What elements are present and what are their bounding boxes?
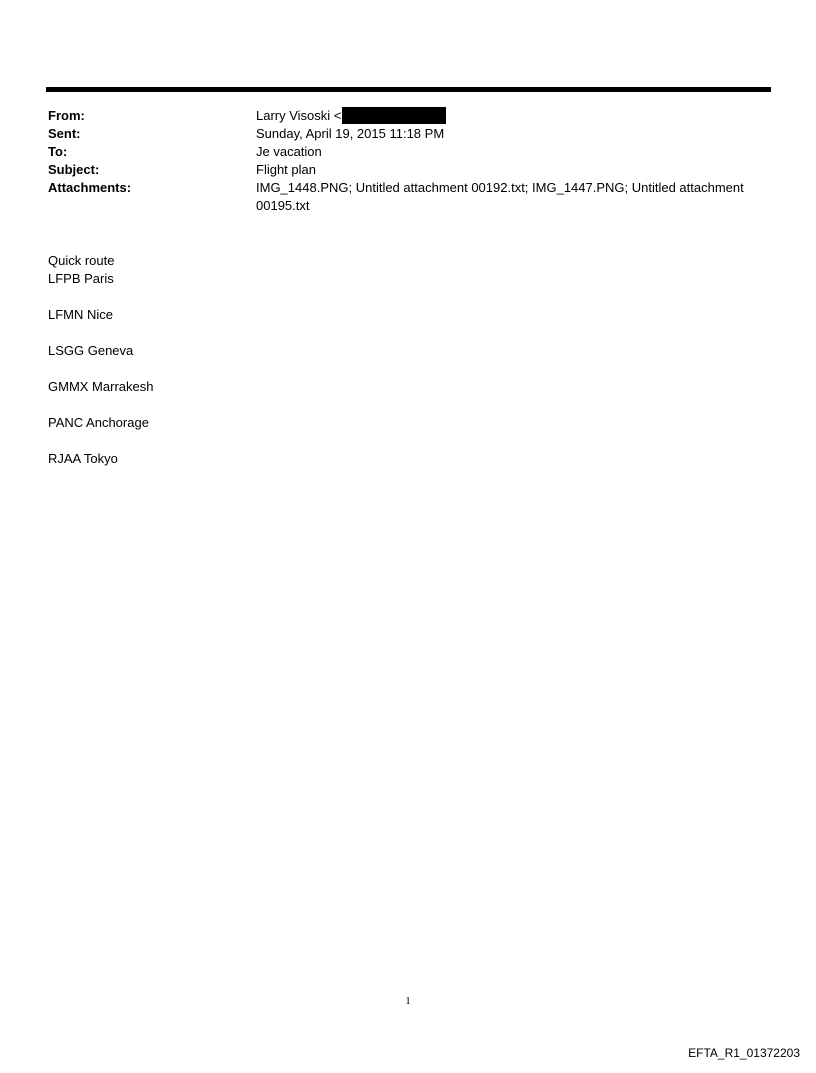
document-id: EFTA_R1_01372203 bbox=[688, 1046, 800, 1060]
to-label: To: bbox=[48, 144, 68, 159]
to-value: Je vacation bbox=[256, 144, 322, 159]
body-heading: Quick route bbox=[48, 253, 115, 268]
sent-row bbox=[48, 125, 768, 143]
route-stop: LFMN Nice bbox=[48, 307, 114, 322]
from-row bbox=[48, 107, 768, 125]
route-stop: LFPB Paris bbox=[48, 271, 114, 286]
attachments-label: Attachments: bbox=[48, 180, 132, 195]
header-rule bbox=[46, 87, 771, 92]
subject-row bbox=[48, 161, 768, 179]
route-stop: RJAA Tokyo bbox=[48, 451, 118, 466]
redaction-box bbox=[342, 107, 446, 124]
route-stop: PANC Anchorage bbox=[48, 415, 149, 430]
to-row bbox=[48, 143, 768, 161]
subject-label: Subject: bbox=[48, 162, 100, 177]
email-body bbox=[48, 252, 153, 468]
from-name: Larry Visoski < bbox=[256, 108, 342, 123]
sent-value: Sunday, April 19, 2015 11:18 PM bbox=[256, 126, 445, 141]
from-label: From: bbox=[48, 108, 85, 123]
subject-value: Flight plan bbox=[256, 162, 316, 177]
route-stop: GMMX Marrakesh bbox=[48, 379, 154, 394]
attachments-value: IMG_1448.PNG; Untitled attachment 00192.txt; IMG_1447.PNG; Untitled attachment 00195.txt bbox=[256, 180, 748, 213]
route-stop: LSGG Geneva bbox=[48, 343, 134, 358]
attachments-row bbox=[48, 179, 768, 215]
from-value bbox=[256, 107, 768, 125]
sent-label: Sent: bbox=[48, 126, 81, 141]
page-number: 1 bbox=[405, 995, 411, 1007]
email-header bbox=[48, 107, 768, 215]
